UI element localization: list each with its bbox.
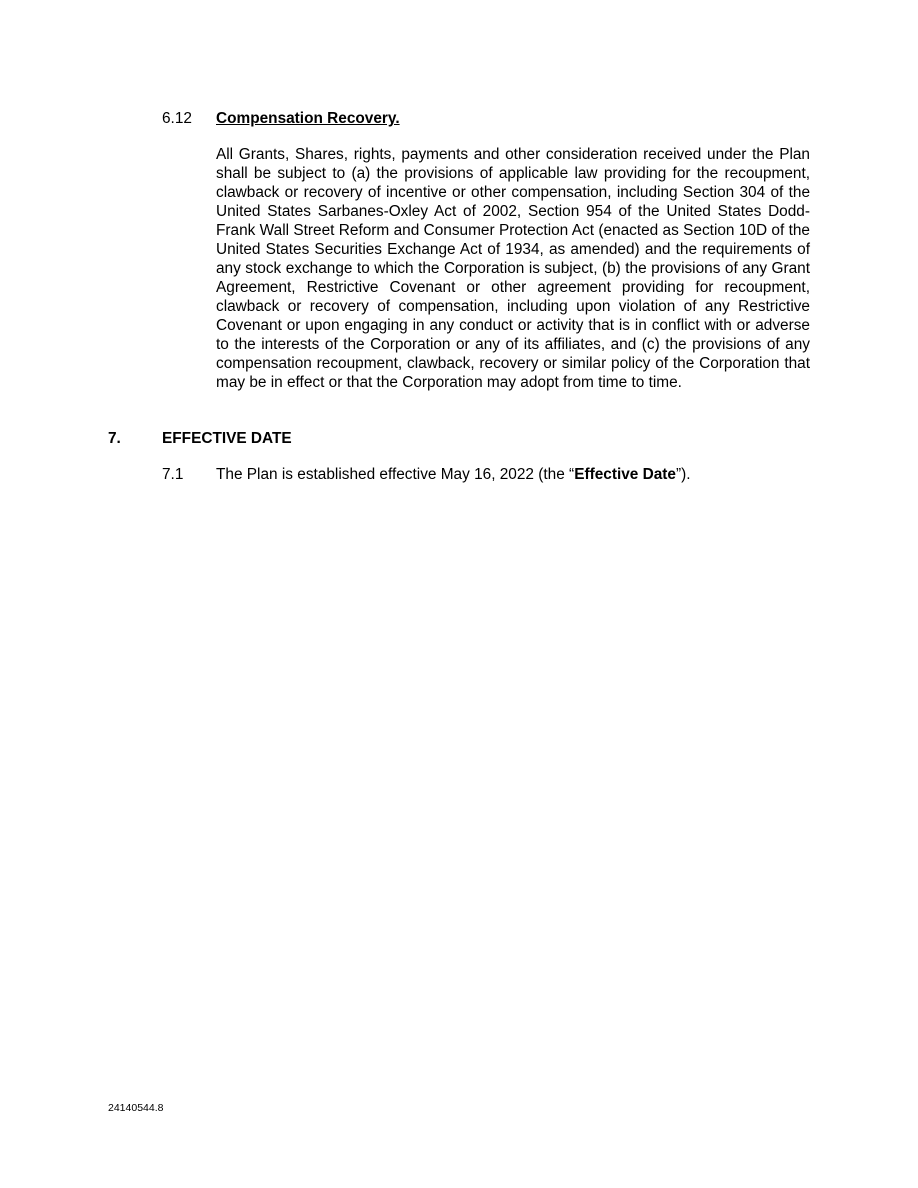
subsection-number: 6.12 xyxy=(162,110,192,127)
document-id: 24140544.8 xyxy=(108,1102,164,1114)
section-number: 7. xyxy=(108,430,121,447)
clause-text-after: ”). xyxy=(675,466,691,483)
section-heading: EFFECTIVE DATE xyxy=(162,430,292,447)
clause-number: 7.1 xyxy=(162,466,184,483)
clause-text xyxy=(216,465,691,484)
subsection-body: All Grants, Shares, rights, payments and other consideration received under the Plan shall be subject to (a) the provisions of applicable law providing for the recoupment, clawback or recovery of incentive or other compensation, including Section 304 of the United States Sarbanes-Oxley Act of 2002, Section 954 of the United States Dodd-Frank Wall Street Reform and Consumer Protection Act (enacted as Section 10D of the United States Securities Exchange Act of 1934, as amended) and the requirements of any stock exchange to which the Corporation is subject, (b) the provisions of any Grant Agreement, Restrictive Covenant or other agreement providing for recoupment, clawback or recovery of compensation, including upon violation of any Restrictive Covenant or upon engaging in any conduct or activity that is in conflict with or adverse to the interests of the Corporation or any of its affiliates, and (c) the provisions of any compensation recoupment, clawback, recovery or similar policy of the Corporation that may be in effect or that the Corporation may adopt from time to time. xyxy=(216,146,810,391)
subsection-title: Compensation Recovery. xyxy=(216,110,400,127)
clause-text-before: The Plan is established effective May 16, 2022 (the “ xyxy=(216,466,575,483)
defined-term: Effective Date xyxy=(574,466,676,483)
